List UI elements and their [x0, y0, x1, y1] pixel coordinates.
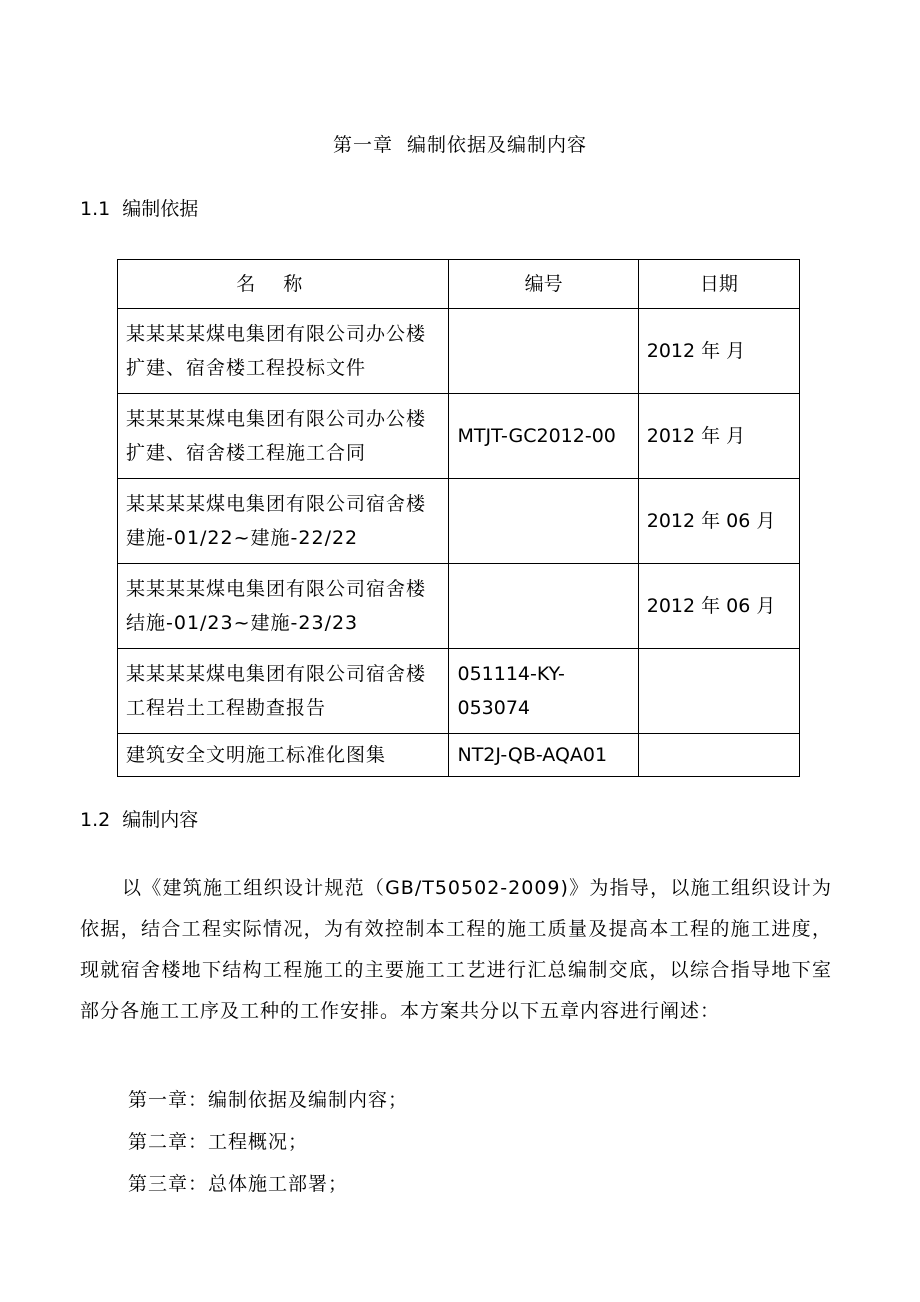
row-date [638, 649, 799, 734]
row-name: 某某某某煤电集团有限公司宿舍楼工程岩土工程勘查报告 [118, 649, 449, 734]
row-date: 2012 年 06 月 [638, 564, 799, 649]
header-code: 编号 [449, 260, 638, 309]
row-date: 2012 年 月 [638, 394, 799, 479]
row-name: 某某某某煤电集团有限公司办公楼扩建、宿舍楼工程施工合同 [118, 394, 449, 479]
row-name: 某某某某煤电集团有限公司宿舍楼结施-01/23~建施-23/23 [118, 564, 449, 649]
row-code: NT2J-QB-AQA01 [449, 734, 638, 777]
header-name-label: 名称 [236, 273, 331, 295]
body-paragraph: 以《建筑施工组织设计规范（GB/T50502-2009)》为指导，以施工组织设计为依据，结合工程实际情况，为有效控制本工程的施工质量及提高本工程的施工进度，现就宿舍楼地下结构工程施工的主要施工工艺进行汇总编制交底，以综合指导地下室部分各施工工序及工种的工作安排。本方案共分以下五章内容进行阐述： [80, 877, 832, 1022]
row-date: 2012 年 月 [638, 309, 799, 394]
row-code [449, 564, 638, 649]
row-code [449, 479, 638, 564]
table-row [118, 479, 800, 564]
table-row [118, 394, 800, 479]
table-row [118, 309, 800, 394]
header-date: 日期 [638, 260, 799, 309]
row-code: 051114-KY-053074 [449, 649, 638, 734]
row-code [449, 309, 638, 394]
header-name [118, 260, 449, 309]
table-header-row [118, 260, 800, 309]
table-row [118, 649, 800, 734]
basis-table [117, 259, 800, 777]
chapter-list-item: 第一章：编制依据及编制内容； [128, 1089, 409, 1111]
row-name: 建筑安全文明施工标准化图集 [118, 734, 449, 777]
chapter-list-item: 第二章：工程概况； [128, 1131, 309, 1153]
row-name: 某某某某煤电集团有限公司宿舍楼建施-01/22~建施-22/22 [118, 479, 449, 564]
table-row [118, 734, 800, 777]
chapter-title: 第一章 编制依据及编制内容 [332, 134, 588, 156]
row-code: MTJT-GC2012-00 [449, 394, 638, 479]
row-date: 2012 年 06 月 [638, 479, 799, 564]
section-heading-basis: 1.1 编制依据 [80, 198, 199, 220]
chapter-list-item: 第三章：总体施工部署； [128, 1173, 349, 1195]
row-date [638, 734, 799, 777]
table-row [118, 564, 800, 649]
row-name: 某某某某煤电集团有限公司办公楼扩建、宿舍楼工程投标文件 [118, 309, 449, 394]
section-heading-content: 1.2 编制内容 [80, 809, 199, 831]
